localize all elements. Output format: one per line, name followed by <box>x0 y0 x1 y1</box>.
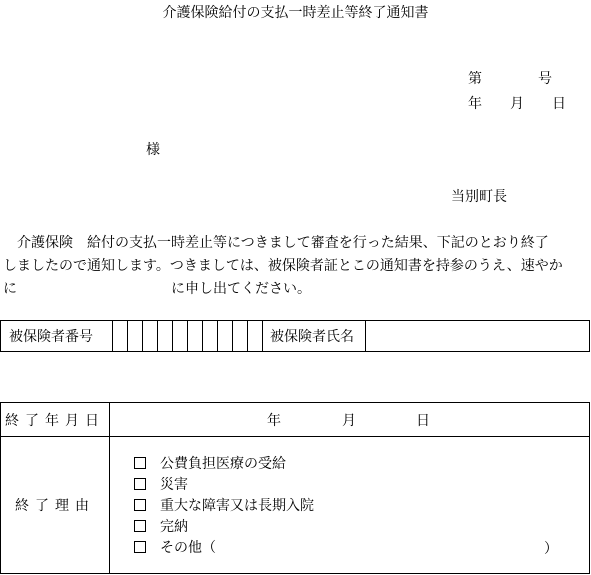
reason-option[interactable] <box>134 517 314 538</box>
end-date-year-label: 年 <box>267 413 281 429</box>
insured-number-digit-box[interactable] <box>158 321 173 352</box>
end-date-field[interactable] <box>110 403 590 437</box>
checkbox-icon[interactable] <box>134 499 146 511</box>
document-title: 介護保険給付の支払一時差止等終了通知書 <box>162 5 429 21</box>
insured-number-digit-box[interactable] <box>248 321 263 352</box>
end-date-month-label: 月 <box>342 413 356 429</box>
checkbox-icon[interactable] <box>134 457 146 469</box>
checkbox-icon[interactable] <box>134 478 146 490</box>
termination-table <box>0 402 590 574</box>
body-line-2: しましたので通知します。つきましては、被保険者証とこの通知書を持参のうえ、速やか <box>3 258 563 274</box>
insured-name-label: 被保険者氏名 <box>263 321 366 352</box>
reason-option[interactable] <box>134 496 314 517</box>
reason-option-label: 完納 <box>160 519 188 535</box>
insured-number-digit-box[interactable] <box>188 321 203 352</box>
body-line-1: 介護保険 給付の支払一時差止等につきまして審査を行った結果、下記のとおり終了 <box>3 235 549 251</box>
insured-number-digit-box[interactable] <box>203 321 218 352</box>
reason-option[interactable] <box>134 454 314 475</box>
end-reason-options <box>110 437 590 574</box>
end-date-day-label: 日 <box>416 413 430 429</box>
addressee-suffix: 様 <box>146 142 160 158</box>
checkbox-icon[interactable] <box>134 541 146 553</box>
document-number: 第 号 <box>468 71 552 87</box>
insured-number-digit-box[interactable] <box>143 321 158 352</box>
other-reason-close-paren: ） <box>544 541 558 557</box>
insured-number-digit-box[interactable] <box>113 321 128 352</box>
reason-option-label: 災害 <box>160 477 188 493</box>
reason-option[interactable] <box>134 538 314 559</box>
insured-number-digit-box[interactable] <box>218 321 233 352</box>
reason-option-label: 公費負担医療の受給 <box>160 456 286 472</box>
insured-number-digit-box[interactable] <box>233 321 248 352</box>
body-line-3: に に申し出てください。 <box>3 281 311 297</box>
insured-id-table <box>0 320 590 352</box>
checkbox-icon[interactable] <box>134 520 146 532</box>
document-date: 年 月 日 <box>468 96 566 112</box>
insured-name-field[interactable] <box>366 321 590 352</box>
reason-option[interactable] <box>134 475 314 496</box>
end-date-label: 終了年月日 <box>1 403 110 437</box>
reason-option-label: その他（ <box>160 540 216 556</box>
reason-option-label: 重大な障害又は長期入院 <box>160 498 314 514</box>
body-paragraph <box>3 232 563 301</box>
insured-number-label: 被保険者番号 <box>1 321 113 352</box>
end-reason-label: 終了理由 <box>1 437 110 574</box>
insured-number-digit-box[interactable] <box>173 321 188 352</box>
issuer-name: 当別町長 <box>451 189 507 205</box>
insured-number-digit-box[interactable] <box>128 321 143 352</box>
